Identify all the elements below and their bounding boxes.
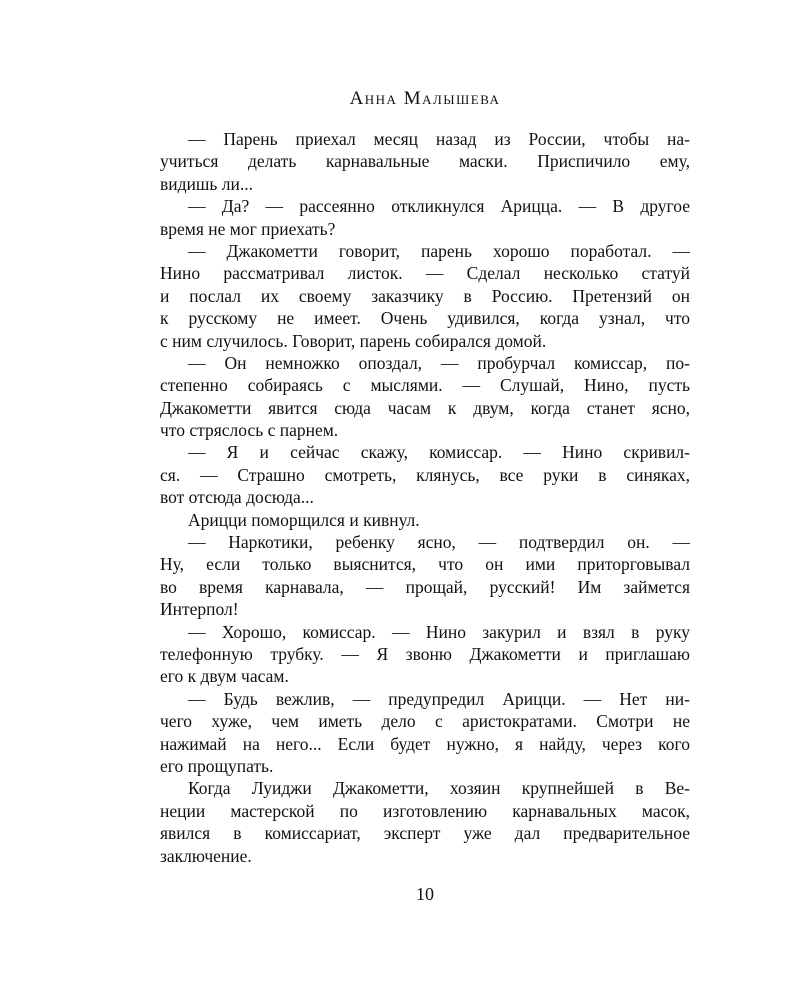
text-line: Интерпол! xyxy=(160,599,239,620)
text-line: видишь ли... xyxy=(160,173,253,194)
text-line: явился в комиссариат, эксперт уже дал предварительное xyxy=(160,823,690,844)
running-head-author: Анна Малышева xyxy=(349,88,501,109)
text-line: вот отсюда досюда... xyxy=(160,487,314,508)
text-line: — Он немножко опоздал, — пробурчал комиссар, по- xyxy=(188,352,690,373)
book-page xyxy=(160,0,690,1000)
text-line: и послал их своему заказчику в Россию. Претензий он xyxy=(160,285,690,306)
text-line: что стряслось с парнем. xyxy=(160,420,339,441)
text-line: учиться делать карнавальные маски. Приспичило ему, xyxy=(160,151,690,172)
text-line: степенно собираясь с мыслями. — Слушай, Нино, пусть xyxy=(160,375,690,396)
text-line: — Наркотики, ребенку ясно, — подтвердил он. — xyxy=(188,532,690,553)
text-line: телефонную трубку. — Я звоню Джакометти и приглашаю xyxy=(160,643,690,664)
text-line: — Парень приехал месяц назад из России, чтобы на- xyxy=(188,129,690,149)
text-line: Арицци поморщился и кивнул. xyxy=(188,509,420,530)
page-number: 10 xyxy=(416,884,434,904)
text-line: его прощупать. xyxy=(160,755,274,776)
text-line: его к двум часам. xyxy=(160,666,289,687)
text-line: — Да? — рассеянно откликнулся Арицца. — В другое xyxy=(188,196,690,217)
text-line: нажимай на него... Если будет нужно, я найду, через кого xyxy=(160,733,690,754)
text-line: Ну, если только выяснится, что он ими приторговывал xyxy=(160,554,690,575)
text-line: во время карнавала, — прощай, русский! Им займется xyxy=(160,576,690,597)
text-line: чего хуже, чем иметь дело с аристократами. Смотри не xyxy=(160,711,690,732)
text-line: Нино рассматривал листок. — Сделал несколько статуй xyxy=(160,263,690,284)
text-line: неции мастерской по изготовлению карнавальных масок, xyxy=(160,800,690,821)
text-line: — Джакометти говорит, парень хорошо поработал. — xyxy=(188,240,690,261)
text-line: время не мог приехать? xyxy=(160,218,336,239)
text-line: — Я и сейчас скажу, комиссар. — Нино скривил- xyxy=(188,442,690,463)
text-line: Джакометти явится сюда часам к двум, когда станет ясно, xyxy=(160,397,690,418)
text-line: ся. — Страшно смотреть, клянусь, все руки в синяках, xyxy=(160,464,690,485)
text-line: к русскому не имеет. Очень удивился, когда узнал, что xyxy=(160,308,690,329)
text-line: с ним случилось. Говорит, парень собирался домой. xyxy=(160,330,547,351)
text-line: Когда Луиджи Джакометти, хозяин крупнейшей в Ве- xyxy=(188,778,690,799)
text-line: — Будь вежлив, — предупредил Арицци. — Нет ни- xyxy=(188,688,690,709)
text-line: — Хорошо, комиссар. — Нино закурил и взял в руку xyxy=(188,621,690,642)
text-line: заключение. xyxy=(160,845,252,866)
body-text xyxy=(160,128,690,867)
